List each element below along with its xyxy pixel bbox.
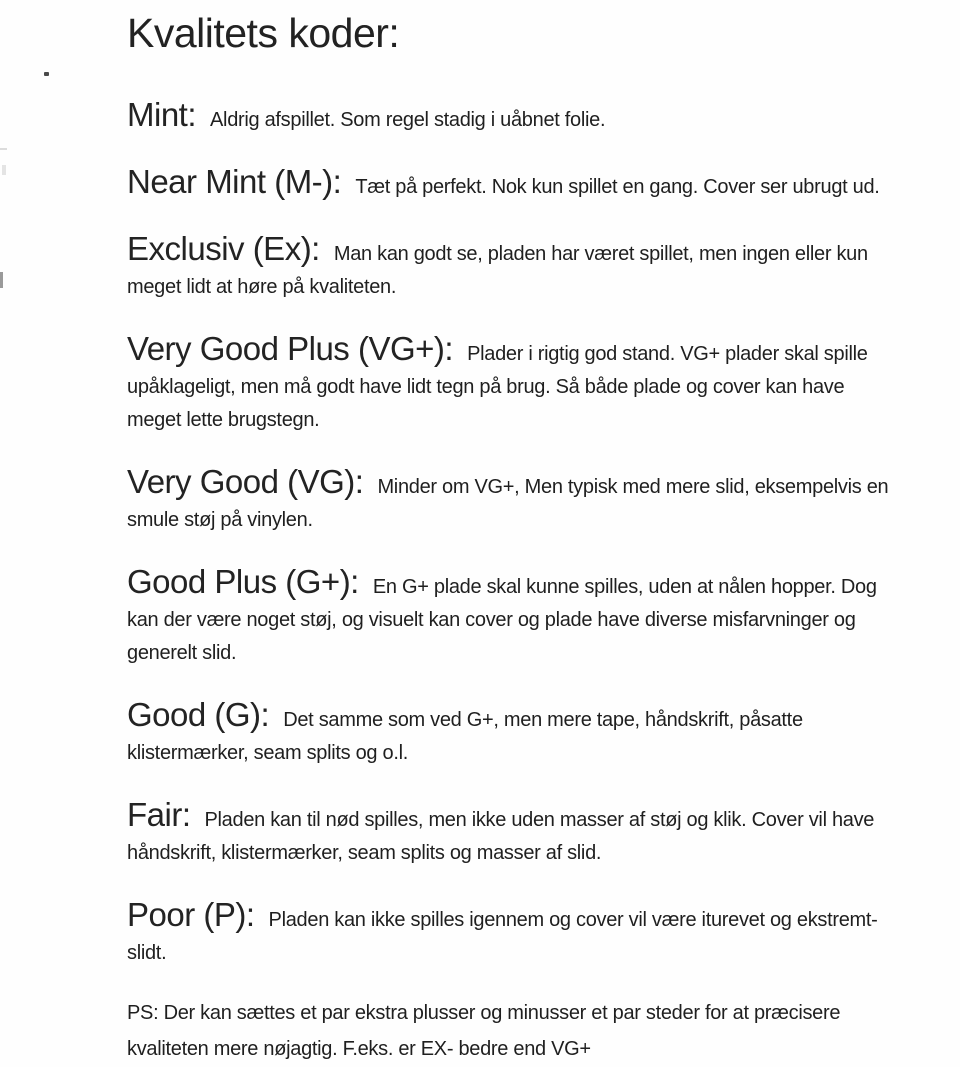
- grade-entry-fair: [127, 795, 897, 870]
- grade-description: Pladen kan til nød spilles, men ikke uden masser af støj og klik. Cover vil have håndskrift, klistermærker, seam splits og masser af slid.: [127, 809, 875, 864]
- grade-entry-near-mint: [127, 162, 897, 204]
- grade-term: Very Good Plus (VG+):: [127, 330, 454, 367]
- grade-description: Plader i rigtig god stand. VG+ plader skal spille upåklageligt, men må godt have lidt tegn på brug. Så både plade og cover kan have meget lette brugstegn.: [127, 343, 868, 431]
- grade-entry-exclusiv: [127, 229, 897, 304]
- grade-term: Mint:: [127, 96, 197, 133]
- grade-description: En G+ plade skal kunne spilles, uden at nålen hopper. Dog kan der være noget støj, og visuelt kan cover og plade have diverse misfarvninger og generelt slid.: [127, 576, 877, 664]
- grade-entry-mint: [127, 95, 897, 137]
- ps-footnote: PS: Der kan sættes et par ekstra plusser og minusser et par steder for at præcisere kvaliteten mere nøjagtig. F.eks. er EX- bedre end VG+: [127, 1002, 841, 1060]
- grade-term: Good (G):: [127, 696, 270, 733]
- grade-term: Poor (P):: [127, 896, 255, 933]
- grade-term: Near Mint (M-):: [127, 163, 342, 200]
- grade-description: Minder om VG+, Men typisk med mere slid, eksempelvis en smule støj på vinylen.: [127, 476, 889, 531]
- grade-entry-poor: [127, 895, 897, 970]
- grade-entry-good-plus: [127, 562, 897, 670]
- grade-description: Man kan godt se, pladen har været spillet, men ingen eller kun meget lidt at høre på kvaliteten.: [127, 243, 868, 298]
- grade-description: Pladen kan ikke spilles igennem og cover vil være iturevet og ekstremt-slidt.: [127, 909, 878, 964]
- grade-term: Very Good (VG):: [127, 463, 364, 500]
- page-title: Kvalitets koder:: [127, 10, 400, 56]
- grade-description: Aldrig afspillet. Som regel stadig i uåbnet folie.: [210, 109, 606, 131]
- grade-entry-very-good-plus: [127, 329, 897, 437]
- grade-term: Good Plus (G+):: [127, 563, 359, 600]
- grade-description: Tæt på perfekt. Nok kun spillet en gang. Cover ser ubrugt ud.: [355, 176, 880, 198]
- grade-term: Exclusiv (Ex):: [127, 230, 320, 267]
- grade-entry-good: [127, 695, 897, 770]
- grade-term: Fair:: [127, 796, 191, 833]
- grade-entry-very-good: [127, 462, 897, 537]
- grade-description: Det samme som ved G+, men mere tape, håndskrift, påsatte klistermærker, seam splits og o.l.: [127, 709, 803, 764]
